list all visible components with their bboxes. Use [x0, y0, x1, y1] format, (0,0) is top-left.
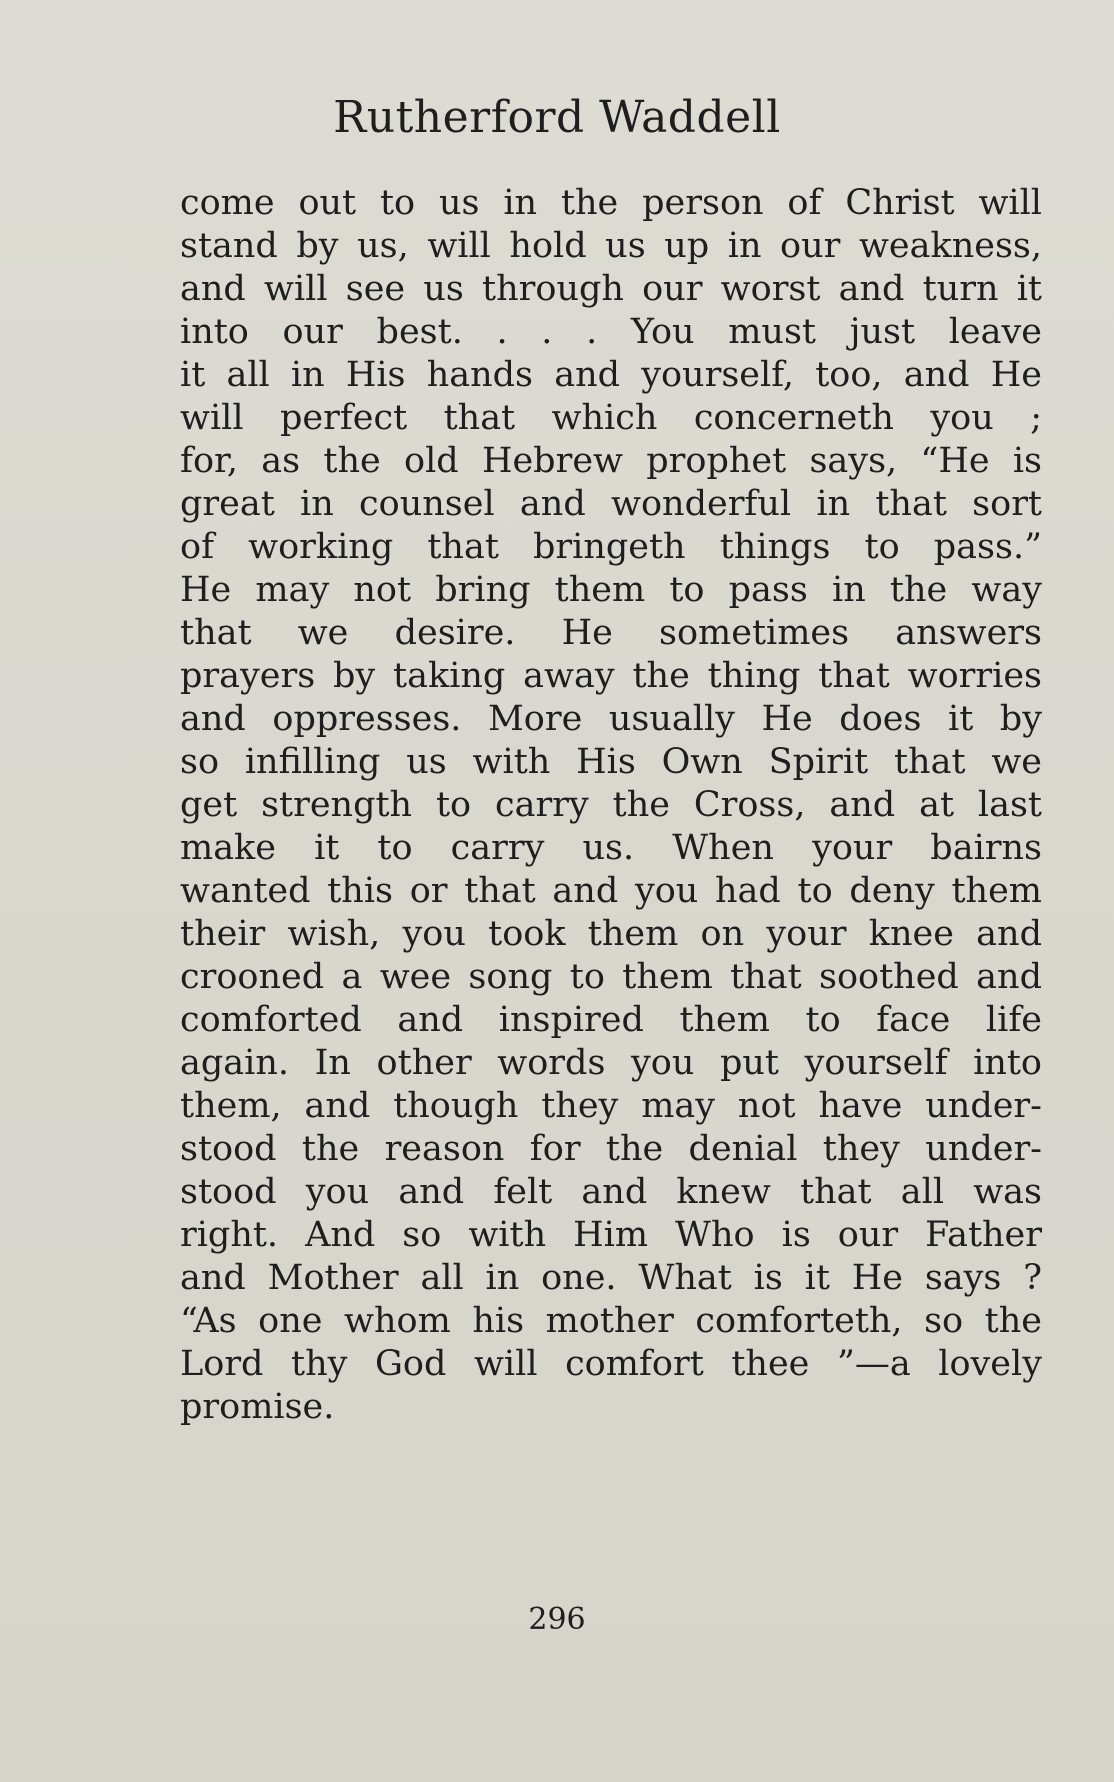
- text-line: He may not bring them to pass in the way: [180, 570, 1042, 610]
- text-line: get strength to carry the Cross, and at last: [180, 785, 1042, 825]
- text-line: of working that bringeth things to pass.”: [180, 527, 1042, 567]
- text-line: crooned a wee song to them that soothed and: [180, 957, 1042, 997]
- text-line: for, as the old Hebrew prophet says, “He is: [180, 441, 1042, 481]
- text-line: comforted and inspired them to face life: [180, 1000, 1042, 1040]
- page-number: 296: [528, 1602, 586, 1637]
- text-line: stand by us, will hold us up in our weakness,: [180, 226, 1042, 266]
- body-text: [180, 182, 1042, 1429]
- text-line: “As one whom his mother comforteth, so the: [180, 1301, 1042, 1341]
- text-line: stood the reason for the denial they under-: [180, 1129, 1042, 1169]
- text-line: stood you and felt and knew that all was: [180, 1172, 1042, 1212]
- text-line: again. In other words you put yourself into: [180, 1043, 1042, 1083]
- text-line: it all in His hands and yourself, too, and He: [180, 355, 1042, 395]
- text-line: right. And so with Him Who is our Father: [180, 1215, 1042, 1255]
- text-line: Lord thy God will comfort thee ”—a lovely: [180, 1344, 1042, 1384]
- text-line: promise.: [180, 1387, 335, 1427]
- text-line: wanted this or that and you had to deny them: [180, 871, 1042, 911]
- text-line: come out to us in the person of Christ will: [180, 183, 1042, 223]
- text-line: and will see us through our worst and turn it: [180, 269, 1042, 309]
- text-line: and oppresses. More usually He does it by: [180, 699, 1042, 739]
- text-line: prayers by taking away the thing that worries: [180, 656, 1042, 696]
- text-line: will perfect that which concerneth you ;: [180, 398, 1042, 438]
- text-line: and Mother all in one. What is it He says ?: [180, 1258, 1042, 1298]
- text-line: make it to carry us. When your bairns: [180, 828, 1042, 868]
- text-line: great in counsel and wonderful in that sort: [180, 484, 1042, 524]
- text-line: them, and though they may not have under-: [180, 1086, 1042, 1126]
- text-line: that we desire. He sometimes answers: [180, 613, 1042, 653]
- text-line: so infilling us with His Own Spirit that we: [180, 742, 1042, 782]
- text-line: their wish, you took them on your knee and: [180, 914, 1042, 954]
- running-head: Rutherford Waddell: [333, 92, 781, 143]
- text-line: into our best. . . . You must just leave: [180, 312, 1042, 352]
